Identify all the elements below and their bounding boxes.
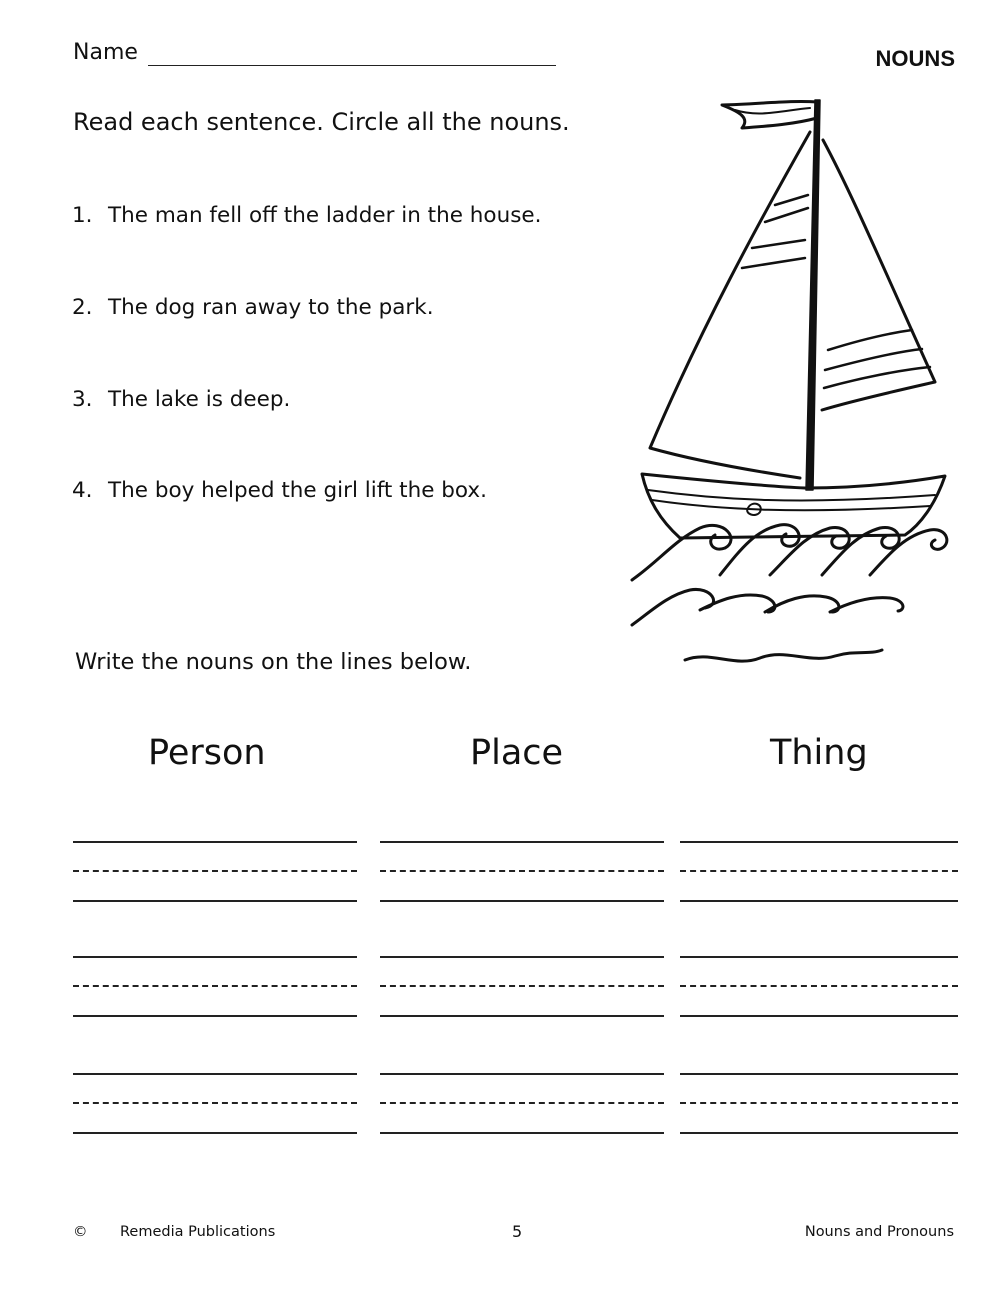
writing-guide-line: [680, 1102, 958, 1104]
writing-line[interactable]: [680, 956, 958, 958]
writing-baseline: [73, 900, 357, 902]
page-number: 5: [512, 1222, 523, 1241]
writing-line[interactable]: [380, 1073, 664, 1075]
writing-baseline: [380, 1132, 664, 1134]
sentence-number: 1.: [72, 203, 93, 228]
column-heading-person: Person: [148, 733, 266, 773]
page-title: NOUNS: [875, 46, 955, 71]
writing-guide-line: [680, 870, 958, 872]
writing-guide-line: [380, 1102, 664, 1104]
column-heading-thing: Thing: [770, 733, 868, 773]
sentence-2: [72, 295, 434, 320]
column-heading-place: Place: [470, 733, 564, 773]
instructions: Read each sentence. Circle all the nouns.: [73, 108, 570, 136]
writing-baseline: [680, 1015, 958, 1017]
writing-line[interactable]: [73, 1073, 357, 1075]
sentence-text: The lake is deep.: [108, 387, 291, 412]
sentence-3: [72, 387, 290, 412]
name-field[interactable]: [148, 65, 556, 66]
writing-baseline: [380, 900, 664, 902]
sailboat-illustration: [620, 90, 970, 680]
publisher-name: Remedia Publications: [120, 1224, 276, 1240]
writing-line[interactable]: [680, 841, 958, 843]
writing-guide-line: [73, 985, 357, 987]
writing-line[interactable]: [73, 841, 357, 843]
copyright-symbol: ©: [73, 1224, 88, 1240]
writing-line[interactable]: [680, 1073, 958, 1075]
sentence-4: [72, 478, 487, 503]
writing-baseline: [73, 1015, 357, 1017]
writing-guide-line: [680, 985, 958, 987]
writing-baseline: [680, 1132, 958, 1134]
sentence-number: 2.: [72, 295, 93, 320]
sentence-number: 3.: [72, 387, 93, 412]
writing-guide-line: [380, 985, 664, 987]
book-title: Nouns and Pronouns: [804, 1224, 954, 1240]
writing-baseline: [680, 900, 958, 902]
sentence-text: The dog ran away to the park.: [108, 295, 434, 320]
writing-line[interactable]: [380, 841, 664, 843]
sentence-number: 4.: [72, 478, 93, 503]
writing-line[interactable]: [73, 956, 357, 958]
sentence-1: [72, 203, 541, 228]
writing-baseline: [73, 1132, 357, 1134]
sentence-text: The man fell off the ladder in the house.: [108, 203, 542, 228]
writing-guide-line: [380, 870, 664, 872]
writing-line[interactable]: [380, 956, 664, 958]
sentence-text: The boy helped the girl lift the box.: [108, 478, 487, 503]
name-label: Name: [73, 40, 138, 65]
write-instructions: Write the nouns on the lines below.: [75, 649, 472, 675]
writing-guide-line: [73, 870, 357, 872]
writing-guide-line: [73, 1102, 357, 1104]
writing-baseline: [380, 1015, 664, 1017]
